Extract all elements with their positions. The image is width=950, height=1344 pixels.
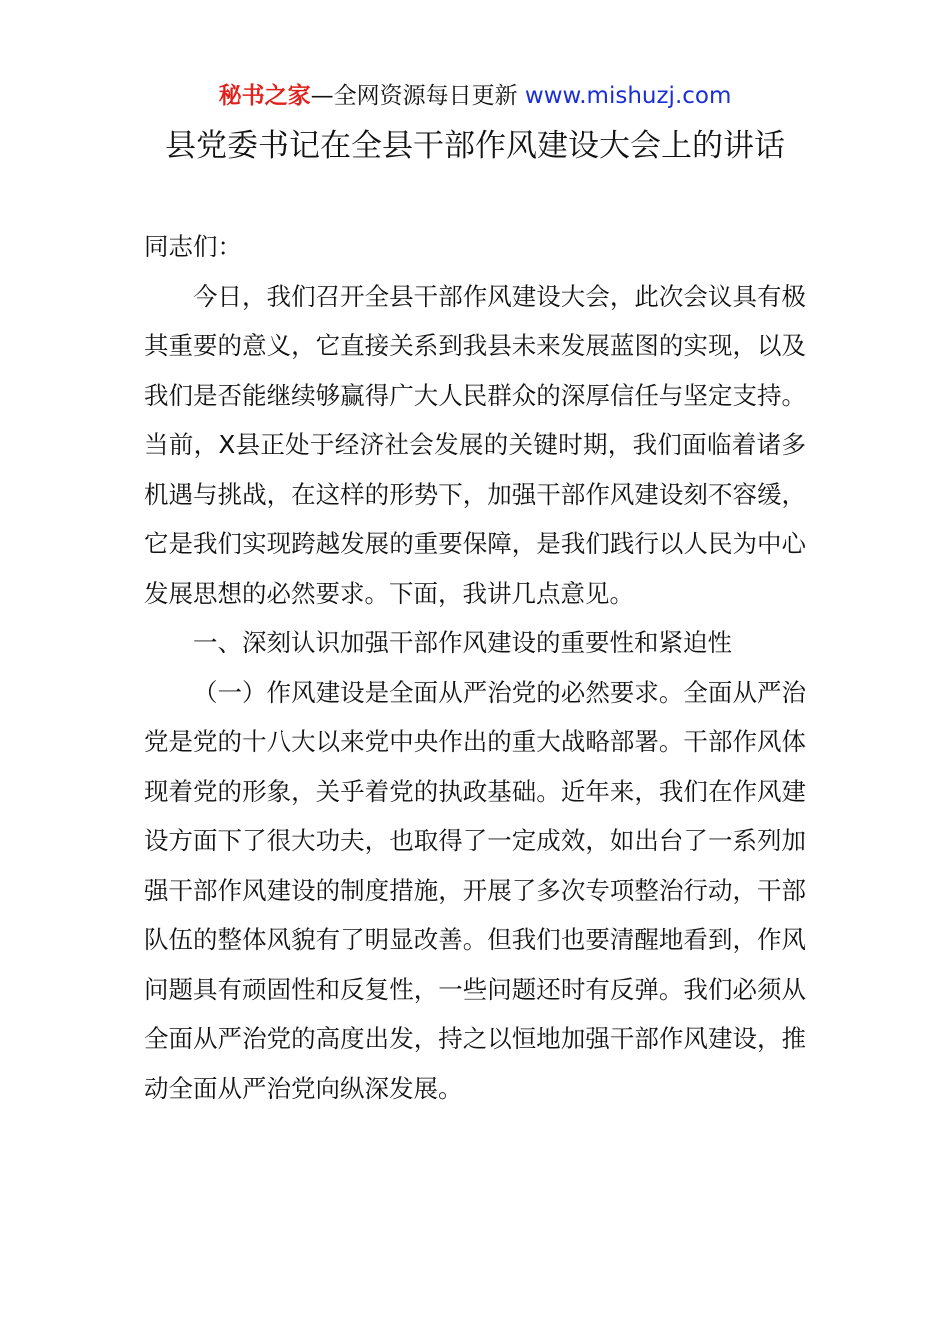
site-tagline: —全网资源每日更新 <box>310 83 525 109</box>
section-heading-1: 一、深刻认识加强干部作风建设的重要性和紧迫性 <box>193 628 732 657</box>
site-header <box>0 80 950 112</box>
salutation: 同志们： <box>144 232 242 261</box>
document-body <box>144 222 806 1113</box>
paragraph-section-1-1: （一）作风建设是全面从严治党的必然要求。全面从严治党是党的十八大以来党中央作出的重大战略部署。干部作风体现着党的形象，关乎着党的执政基础。近年来，我们在作风建设方面下了很大功夫，也取得了一定成效，如出台了一系列加强干部作风建设的制度措施，开展了多次专项整治行动，干部队伍的整体风貌有了明显改善。但我们也要清醒地看到，作风问题具有顽固性和反复性，一些问题还时有反弹。我们必须从全面从严治党的高度出发，持之以恒地加强干部作风建设，推动全面从严治党向纵深发展。 <box>144 677 806 1103</box>
paragraph-intro: 今日，我们召开全县干部作风建设大会，此次会议具有极其重要的意义，它直接关系到我县未来发展蓝图的实现，以及我们是否能继续够赢得广大人民群众的深厚信任与坚定支持。当前，X县正处于经济社会发展的关键时期，我们面临着诸多机遇与挑战，在这样的形势下，加强干部作风建设刻不容缓，它是我们实现跨越发展的重要保障，是我们践行以人民为中心发展思想的必然要求。下面，我讲几点意见。 <box>144 281 806 608</box>
document-title: 县党委书记在全县干部作风建设大会上的讲话 <box>165 128 785 164</box>
site-url-link[interactable]: www.mishuzj.com <box>524 83 732 109</box>
site-brand: 秘书之家 <box>218 83 311 109</box>
